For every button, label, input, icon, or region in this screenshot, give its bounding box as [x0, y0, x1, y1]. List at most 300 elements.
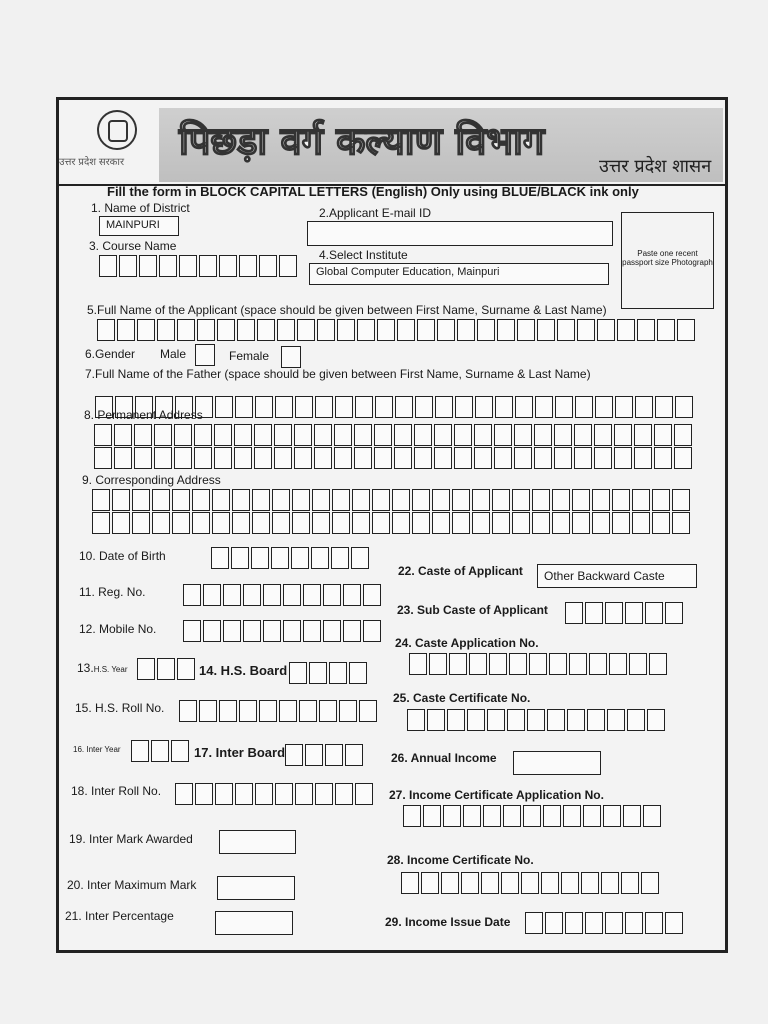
character-cell[interactable]	[572, 512, 590, 534]
character-cell[interactable]	[429, 653, 447, 675]
income-certificate-field[interactable]	[401, 872, 661, 894]
character-cell[interactable]	[477, 319, 495, 341]
character-cell[interactable]	[494, 447, 512, 469]
character-cell[interactable]	[625, 912, 643, 934]
reg-no-field[interactable]	[183, 584, 383, 606]
character-cell[interactable]	[372, 489, 390, 511]
character-cell[interactable]	[543, 805, 561, 827]
character-cell[interactable]	[239, 255, 257, 277]
character-cell[interactable]	[515, 396, 533, 418]
character-cell[interactable]	[572, 489, 590, 511]
character-cell[interactable]	[447, 709, 465, 731]
character-cell[interactable]	[92, 489, 110, 511]
character-cell[interactable]	[317, 319, 335, 341]
character-cell[interactable]	[223, 584, 241, 606]
character-cell[interactable]	[363, 584, 381, 606]
character-cell[interactable]	[192, 512, 210, 534]
character-cell[interactable]	[343, 620, 361, 642]
character-cell[interactable]	[292, 512, 310, 534]
character-cell[interactable]	[487, 709, 505, 731]
character-cell[interactable]	[643, 805, 661, 827]
character-cell[interactable]	[139, 255, 157, 277]
character-cell[interactable]	[179, 255, 197, 277]
character-cell[interactable]	[494, 424, 512, 446]
character-cell[interactable]	[423, 805, 441, 827]
character-cell[interactable]	[277, 319, 295, 341]
character-cell[interactable]	[112, 489, 130, 511]
character-cell[interactable]	[343, 584, 361, 606]
character-cell[interactable]	[625, 602, 643, 624]
character-cell[interactable]	[339, 700, 357, 722]
character-cell[interactable]	[647, 709, 665, 731]
character-cell[interactable]	[657, 319, 675, 341]
character-cell[interactable]	[417, 319, 435, 341]
inter-board-field[interactable]	[285, 744, 365, 766]
character-cell[interactable]	[252, 489, 270, 511]
character-cell[interactable]	[232, 489, 250, 511]
character-cell[interactable]	[541, 872, 559, 894]
character-cell[interactable]	[137, 319, 155, 341]
character-cell[interactable]	[177, 319, 195, 341]
character-cell[interactable]	[132, 512, 150, 534]
character-cell[interactable]	[214, 424, 232, 446]
character-cell[interactable]	[223, 620, 241, 642]
character-cell[interactable]	[652, 512, 670, 534]
character-cell[interactable]	[232, 512, 250, 534]
character-cell[interactable]	[634, 424, 652, 446]
character-cell[interactable]	[454, 424, 472, 446]
character-cell[interactable]	[614, 424, 632, 446]
character-cell[interactable]	[637, 319, 655, 341]
character-cell[interactable]	[525, 912, 543, 934]
character-cell[interactable]	[291, 547, 309, 569]
character-cell[interactable]	[532, 489, 550, 511]
character-cell[interactable]	[231, 547, 249, 569]
character-cell[interactable]	[274, 447, 292, 469]
character-cell[interactable]	[255, 783, 273, 805]
character-cell[interactable]	[603, 805, 621, 827]
character-cell[interactable]	[312, 489, 330, 511]
character-cell[interactable]	[199, 700, 217, 722]
permanent-address-line1[interactable]	[94, 424, 694, 446]
character-cell[interactable]	[474, 424, 492, 446]
character-cell[interactable]	[355, 396, 373, 418]
character-cell[interactable]	[654, 447, 672, 469]
character-cell[interactable]	[552, 512, 570, 534]
character-cell[interactable]	[117, 319, 135, 341]
character-cell[interactable]	[259, 700, 277, 722]
character-cell[interactable]	[395, 396, 413, 418]
character-cell[interactable]	[649, 653, 667, 675]
character-cell[interactable]	[194, 424, 212, 446]
character-cell[interactable]	[294, 447, 312, 469]
institute-field[interactable]: Global Computer Education, Mainpuri	[309, 263, 609, 285]
character-cell[interactable]	[414, 424, 432, 446]
character-cell[interactable]	[352, 489, 370, 511]
character-cell[interactable]	[609, 653, 627, 675]
character-cell[interactable]	[303, 584, 321, 606]
character-cell[interactable]	[283, 584, 301, 606]
character-cell[interactable]	[454, 447, 472, 469]
character-cell[interactable]	[561, 872, 579, 894]
character-cell[interactable]	[557, 319, 575, 341]
character-cell[interactable]	[507, 709, 525, 731]
character-cell[interactable]	[489, 653, 507, 675]
character-cell[interactable]	[263, 620, 281, 642]
character-cell[interactable]	[589, 653, 607, 675]
character-cell[interactable]	[521, 872, 539, 894]
character-cell[interactable]	[259, 255, 277, 277]
character-cell[interactable]	[283, 620, 301, 642]
character-cell[interactable]	[563, 805, 581, 827]
character-cell[interactable]	[565, 602, 583, 624]
character-cell[interactable]	[292, 489, 310, 511]
character-cell[interactable]	[332, 512, 350, 534]
character-cell[interactable]	[583, 805, 601, 827]
character-cell[interactable]	[192, 489, 210, 511]
character-cell[interactable]	[235, 783, 253, 805]
character-cell[interactable]	[435, 396, 453, 418]
character-cell[interactable]	[195, 783, 213, 805]
character-cell[interactable]	[157, 319, 175, 341]
character-cell[interactable]	[289, 662, 307, 684]
character-cell[interactable]	[354, 424, 372, 446]
character-cell[interactable]	[545, 912, 563, 934]
character-cell[interactable]	[252, 512, 270, 534]
inter-max-mark-field[interactable]	[217, 876, 295, 900]
character-cell[interactable]	[235, 396, 253, 418]
character-cell[interactable]	[94, 447, 112, 469]
permanent-address-line2[interactable]	[94, 447, 694, 469]
character-cell[interactable]	[672, 489, 690, 511]
character-cell[interactable]	[585, 602, 603, 624]
character-cell[interactable]	[349, 662, 367, 684]
character-cell[interactable]	[607, 709, 625, 731]
character-cell[interactable]	[254, 447, 272, 469]
character-cell[interactable]	[171, 740, 189, 762]
income-issue-date-field[interactable]	[525, 912, 685, 934]
character-cell[interactable]	[274, 424, 292, 446]
character-cell[interactable]	[554, 447, 572, 469]
character-cell[interactable]	[332, 489, 350, 511]
character-cell[interactable]	[547, 709, 565, 731]
character-cell[interactable]	[255, 396, 273, 418]
character-cell[interactable]	[132, 489, 150, 511]
character-cell[interactable]	[574, 447, 592, 469]
inter-percentage-field[interactable]	[215, 911, 293, 935]
female-checkbox[interactable]	[281, 346, 301, 368]
character-cell[interactable]	[275, 783, 293, 805]
character-cell[interactable]	[314, 424, 332, 446]
character-cell[interactable]	[392, 512, 410, 534]
character-cell[interactable]	[575, 396, 593, 418]
character-cell[interactable]	[495, 396, 513, 418]
character-cell[interactable]	[134, 447, 152, 469]
hs-roll-field[interactable]	[179, 700, 379, 722]
character-cell[interactable]	[427, 709, 445, 731]
character-cell[interactable]	[311, 547, 329, 569]
character-cell[interactable]	[92, 512, 110, 534]
character-cell[interactable]	[615, 396, 633, 418]
hs-year-field[interactable]	[137, 658, 197, 680]
character-cell[interactable]	[305, 744, 323, 766]
character-cell[interactable]	[677, 319, 695, 341]
character-cell[interactable]	[535, 396, 553, 418]
character-cell[interactable]	[279, 255, 297, 277]
character-cell[interactable]	[295, 783, 313, 805]
character-cell[interactable]	[421, 872, 439, 894]
character-cell[interactable]	[394, 424, 412, 446]
character-cell[interactable]	[295, 396, 313, 418]
character-cell[interactable]	[641, 872, 659, 894]
character-cell[interactable]	[299, 700, 317, 722]
character-cell[interactable]	[183, 584, 201, 606]
character-cell[interactable]	[251, 547, 269, 569]
character-cell[interactable]	[632, 512, 650, 534]
character-cell[interactable]	[534, 447, 552, 469]
character-cell[interactable]	[441, 872, 459, 894]
character-cell[interactable]	[627, 709, 645, 731]
character-cell[interactable]	[527, 709, 545, 731]
character-cell[interactable]	[581, 872, 599, 894]
character-cell[interactable]	[474, 447, 492, 469]
character-cell[interactable]	[652, 489, 670, 511]
character-cell[interactable]	[674, 447, 692, 469]
character-cell[interactable]	[354, 447, 372, 469]
character-cell[interactable]	[452, 512, 470, 534]
character-cell[interactable]	[214, 447, 232, 469]
character-cell[interactable]	[655, 396, 673, 418]
character-cell[interactable]	[601, 872, 619, 894]
mobile-field[interactable]	[183, 620, 383, 642]
character-cell[interactable]	[569, 653, 587, 675]
character-cell[interactable]	[323, 584, 341, 606]
character-cell[interactable]	[455, 396, 473, 418]
corresponding-address-line1[interactable]	[92, 489, 692, 511]
character-cell[interactable]	[374, 447, 392, 469]
character-cell[interactable]	[534, 424, 552, 446]
character-cell[interactable]	[152, 489, 170, 511]
character-cell[interactable]	[345, 744, 363, 766]
character-cell[interactable]	[434, 447, 452, 469]
character-cell[interactable]	[319, 700, 337, 722]
character-cell[interactable]	[612, 489, 630, 511]
character-cell[interactable]	[665, 912, 683, 934]
character-cell[interactable]	[443, 805, 461, 827]
character-cell[interactable]	[432, 512, 450, 534]
character-cell[interactable]	[512, 489, 530, 511]
character-cell[interactable]	[219, 700, 237, 722]
character-cell[interactable]	[174, 447, 192, 469]
character-cell[interactable]	[394, 447, 412, 469]
character-cell[interactable]	[574, 424, 592, 446]
character-cell[interactable]	[351, 547, 369, 569]
character-cell[interactable]	[472, 489, 490, 511]
character-cell[interactable]	[237, 319, 255, 341]
character-cell[interactable]	[357, 319, 375, 341]
character-cell[interactable]	[294, 424, 312, 446]
character-cell[interactable]	[409, 653, 427, 675]
character-cell[interactable]	[555, 396, 573, 418]
sub-caste-field[interactable]	[565, 602, 685, 624]
character-cell[interactable]	[172, 489, 190, 511]
character-cell[interactable]	[412, 489, 430, 511]
caste-application-field[interactable]	[409, 653, 669, 675]
inter-mark-field[interactable]	[219, 830, 296, 854]
character-cell[interactable]	[587, 709, 605, 731]
character-cell[interactable]	[254, 424, 272, 446]
character-cell[interactable]	[634, 447, 652, 469]
character-cell[interactable]	[554, 424, 572, 446]
caste-certificate-field[interactable]	[407, 709, 667, 731]
inter-year-field[interactable]	[131, 740, 191, 762]
character-cell[interactable]	[552, 489, 570, 511]
character-cell[interactable]	[407, 709, 425, 731]
character-cell[interactable]	[654, 424, 672, 446]
character-cell[interactable]	[243, 620, 261, 642]
character-cell[interactable]	[623, 805, 641, 827]
character-cell[interactable]	[483, 805, 501, 827]
character-cell[interactable]	[211, 547, 229, 569]
character-cell[interactable]	[194, 447, 212, 469]
character-cell[interactable]	[523, 805, 541, 827]
character-cell[interactable]	[215, 783, 233, 805]
corresponding-address-line2[interactable]	[92, 512, 692, 534]
character-cell[interactable]	[239, 700, 257, 722]
character-cell[interactable]	[275, 396, 293, 418]
character-cell[interactable]	[152, 512, 170, 534]
character-cell[interactable]	[114, 424, 132, 446]
character-cell[interactable]	[597, 319, 615, 341]
character-cell[interactable]	[452, 489, 470, 511]
character-cell[interactable]	[415, 396, 433, 418]
character-cell[interactable]	[203, 620, 221, 642]
character-cell[interactable]	[594, 447, 612, 469]
character-cell[interactable]	[612, 512, 630, 534]
character-cell[interactable]	[234, 424, 252, 446]
character-cell[interactable]	[467, 709, 485, 731]
character-cell[interactable]	[174, 424, 192, 446]
character-cell[interactable]	[331, 547, 349, 569]
fullname-field[interactable]	[97, 319, 697, 341]
character-cell[interactable]	[501, 872, 519, 894]
character-cell[interactable]	[514, 447, 532, 469]
character-cell[interactable]	[629, 653, 647, 675]
character-cell[interactable]	[492, 512, 510, 534]
character-cell[interactable]	[325, 744, 343, 766]
character-cell[interactable]	[469, 653, 487, 675]
character-cell[interactable]	[315, 783, 333, 805]
character-cell[interactable]	[197, 319, 215, 341]
character-cell[interactable]	[131, 740, 149, 762]
dob-field[interactable]	[211, 547, 371, 569]
character-cell[interactable]	[272, 489, 290, 511]
character-cell[interactable]	[457, 319, 475, 341]
character-cell[interactable]	[177, 658, 195, 680]
character-cell[interactable]	[514, 424, 532, 446]
character-cell[interactable]	[159, 255, 177, 277]
character-cell[interactable]	[99, 255, 117, 277]
character-cell[interactable]	[414, 447, 432, 469]
character-cell[interactable]	[645, 602, 663, 624]
character-cell[interactable]	[257, 319, 275, 341]
character-cell[interactable]	[497, 319, 515, 341]
character-cell[interactable]	[397, 319, 415, 341]
character-cell[interactable]	[157, 658, 175, 680]
character-cell[interactable]	[665, 602, 683, 624]
character-cell[interactable]	[617, 319, 635, 341]
character-cell[interactable]	[605, 912, 623, 934]
character-cell[interactable]	[234, 447, 252, 469]
character-cell[interactable]	[595, 396, 613, 418]
caste-field[interactable]: Other Backward Caste	[537, 564, 697, 588]
character-cell[interactable]	[537, 319, 555, 341]
character-cell[interactable]	[114, 447, 132, 469]
income-cert-application-field[interactable]	[403, 805, 663, 827]
character-cell[interactable]	[285, 744, 303, 766]
character-cell[interactable]	[605, 602, 623, 624]
character-cell[interactable]	[119, 255, 137, 277]
character-cell[interactable]	[577, 319, 595, 341]
character-cell[interactable]	[352, 512, 370, 534]
character-cell[interactable]	[567, 709, 585, 731]
character-cell[interactable]	[154, 424, 172, 446]
character-cell[interactable]	[372, 512, 390, 534]
character-cell[interactable]	[672, 512, 690, 534]
character-cell[interactable]	[359, 700, 377, 722]
character-cell[interactable]	[315, 396, 333, 418]
character-cell[interactable]	[377, 319, 395, 341]
character-cell[interactable]	[175, 783, 193, 805]
character-cell[interactable]	[674, 424, 692, 446]
character-cell[interactable]	[635, 396, 653, 418]
character-cell[interactable]	[212, 512, 230, 534]
character-cell[interactable]	[503, 805, 521, 827]
character-cell[interactable]	[432, 489, 450, 511]
character-cell[interactable]	[632, 489, 650, 511]
character-cell[interactable]	[594, 424, 612, 446]
character-cell[interactable]	[335, 396, 353, 418]
character-cell[interactable]	[403, 805, 421, 827]
character-cell[interactable]	[314, 447, 332, 469]
character-cell[interactable]	[392, 489, 410, 511]
character-cell[interactable]	[212, 489, 230, 511]
character-cell[interactable]	[449, 653, 467, 675]
annual-income-field[interactable]	[513, 751, 601, 775]
character-cell[interactable]	[512, 512, 530, 534]
character-cell[interactable]	[509, 653, 527, 675]
character-cell[interactable]	[334, 424, 352, 446]
character-cell[interactable]	[412, 512, 430, 534]
character-cell[interactable]	[401, 872, 419, 894]
character-cell[interactable]	[517, 319, 535, 341]
character-cell[interactable]	[481, 872, 499, 894]
character-cell[interactable]	[334, 447, 352, 469]
character-cell[interactable]	[309, 662, 327, 684]
character-cell[interactable]	[219, 255, 237, 277]
character-cell[interactable]	[374, 424, 392, 446]
character-cell[interactable]	[134, 424, 152, 446]
character-cell[interactable]	[154, 447, 172, 469]
character-cell[interactable]	[279, 700, 297, 722]
character-cell[interactable]	[645, 912, 663, 934]
character-cell[interactable]	[183, 620, 201, 642]
character-cell[interactable]	[272, 512, 290, 534]
character-cell[interactable]	[675, 396, 693, 418]
character-cell[interactable]	[437, 319, 455, 341]
male-checkbox[interactable]	[195, 344, 215, 366]
character-cell[interactable]	[94, 424, 112, 446]
